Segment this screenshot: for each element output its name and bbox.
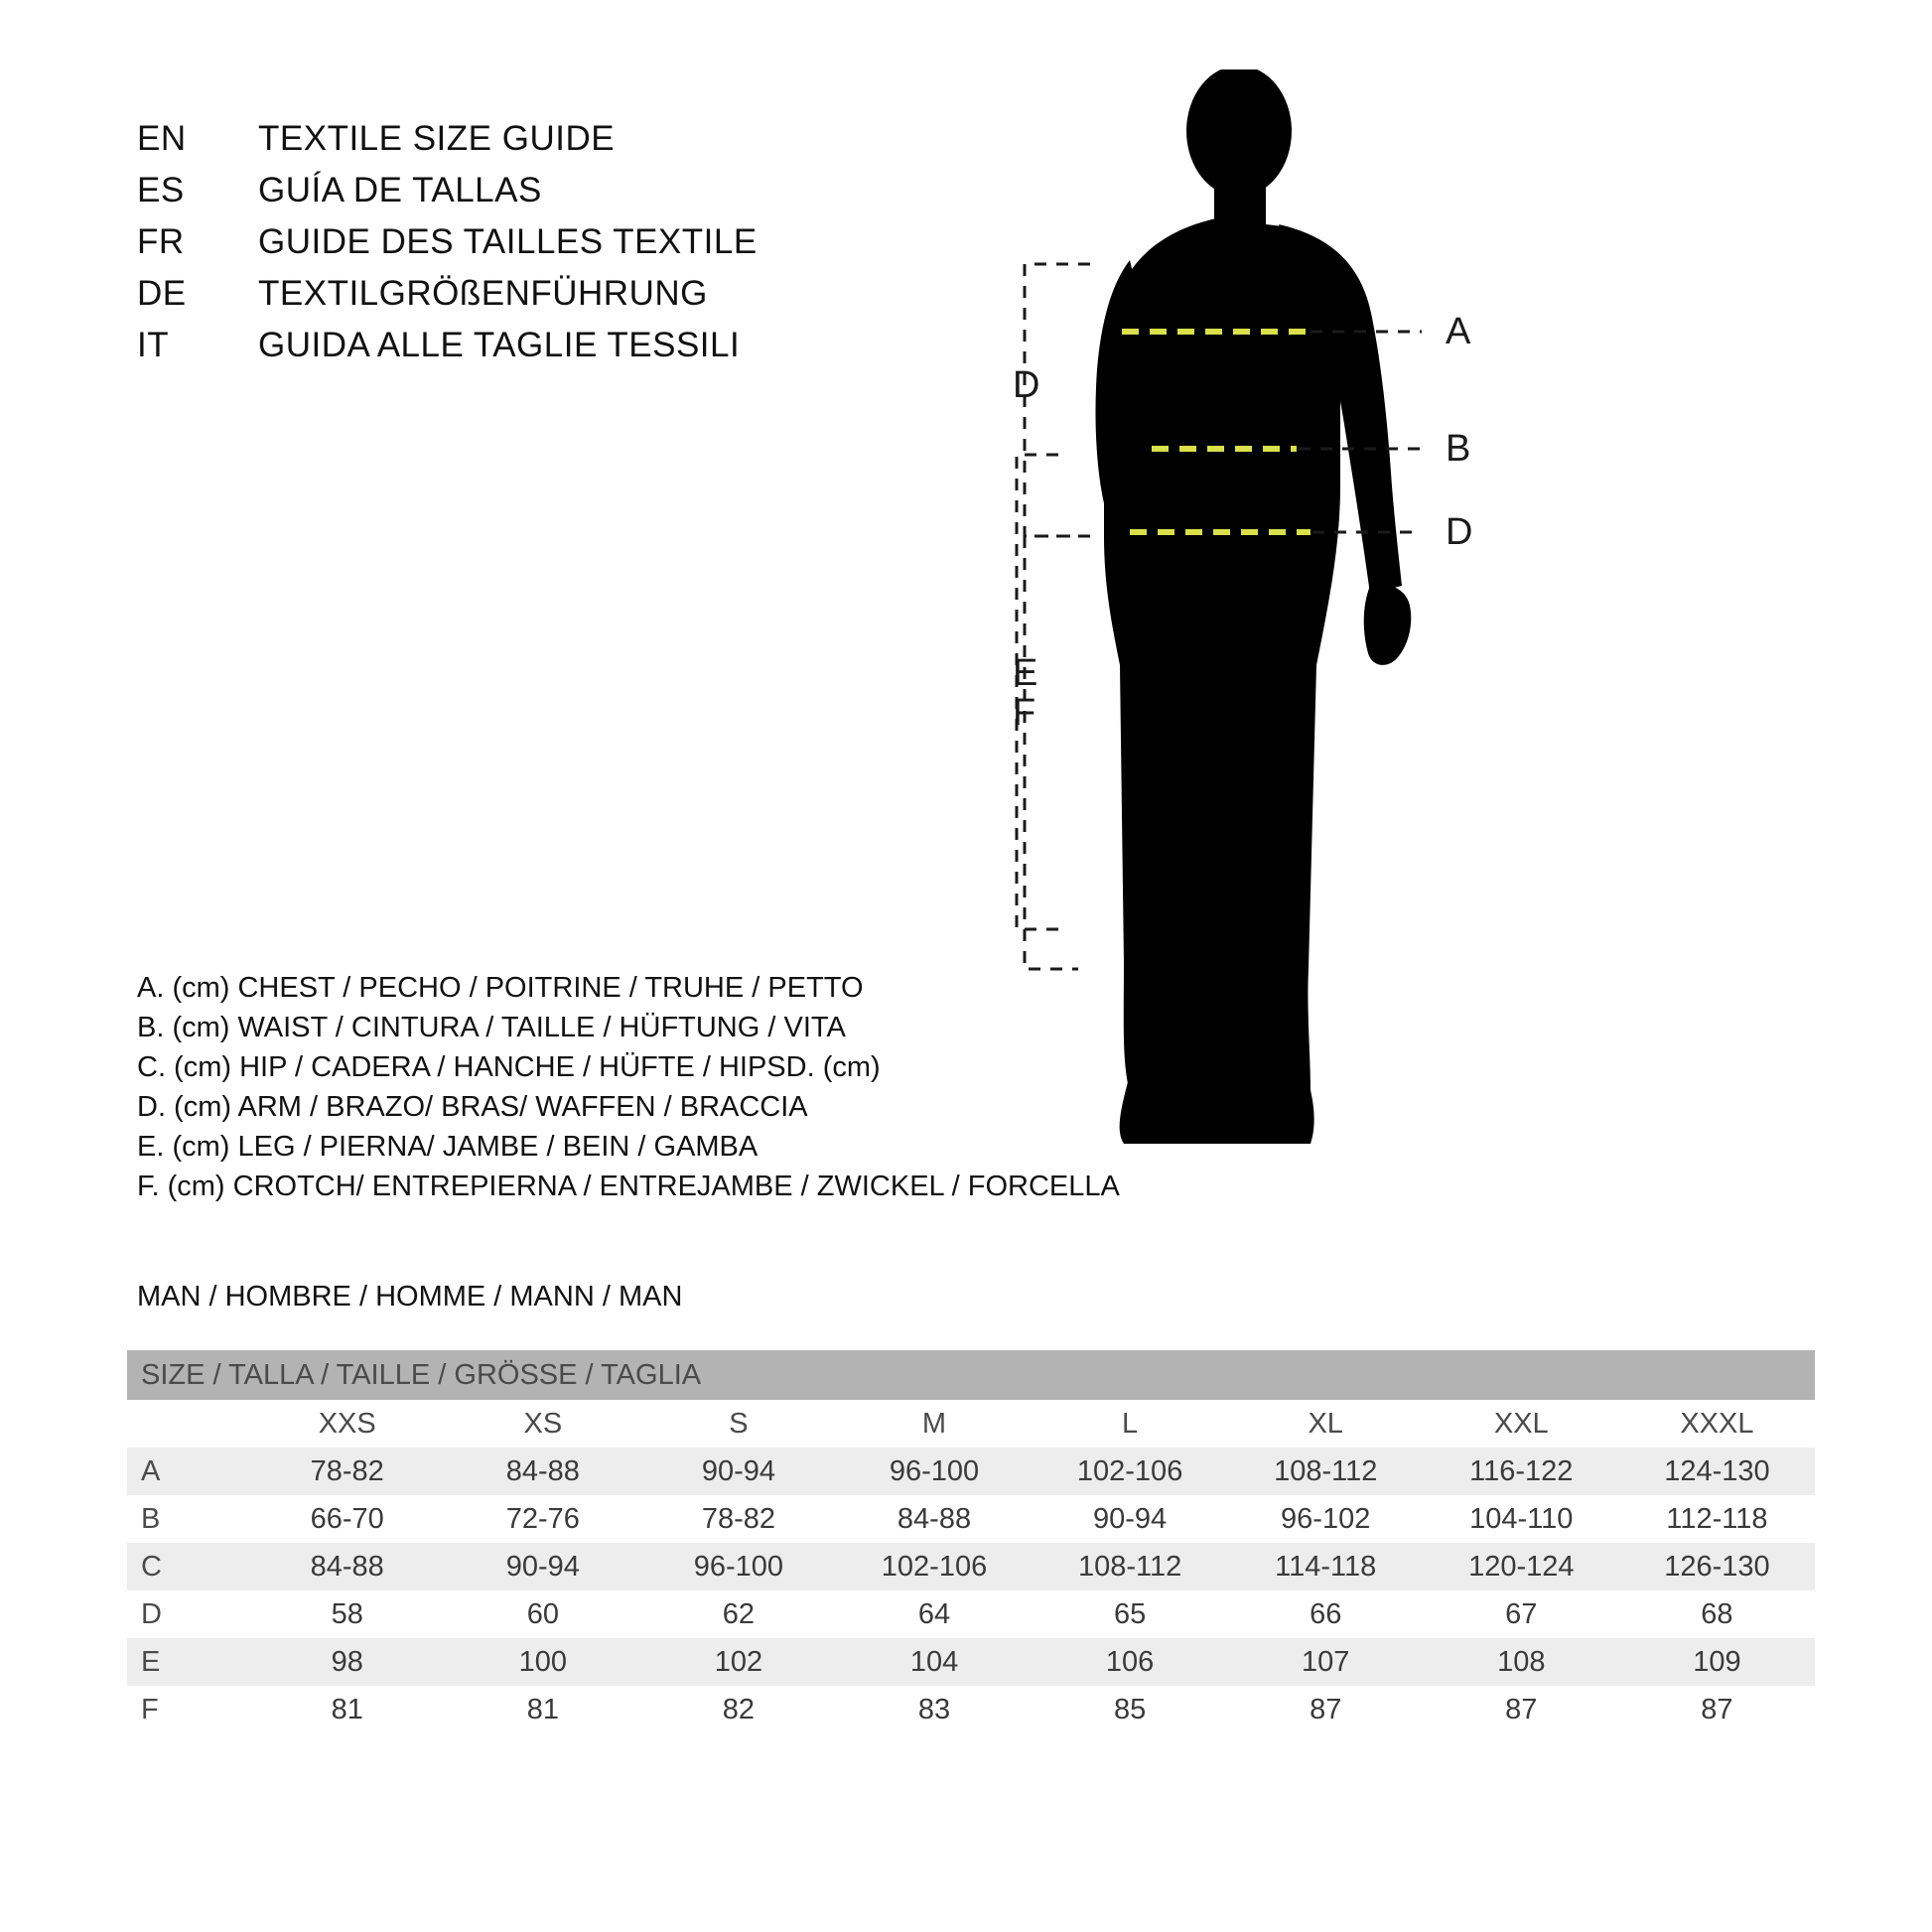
size-header-l: L: [1033, 1400, 1228, 1448]
row-label-d: D: [127, 1590, 249, 1638]
cell-b-xxl: 104-110: [1424, 1495, 1619, 1543]
cell-f-xxs: 81: [249, 1686, 445, 1733]
language-title: TEXTILE SIZE GUIDE: [258, 119, 616, 158]
legend-item-e: E. (cm) LEG / PIERNA/ JAMBE / BEIN / GAMBA: [137, 1131, 759, 1164]
table-row: [127, 1495, 1815, 1543]
cell-d-xxxl: 68: [1619, 1590, 1815, 1638]
cell-e-m: 104: [836, 1638, 1032, 1686]
language-title: GUIDA ALLE TAGLIE TESSILI: [258, 326, 741, 364]
marker-label-c: D: [1446, 511, 1473, 553]
language-row: [137, 274, 892, 326]
cell-b-xxxl: 112-118: [1619, 1495, 1815, 1543]
cell-d-m: 64: [836, 1590, 1032, 1638]
legend-item-c: C. (cm) HIP / CADERA / HANCHE / HÜFTE / HIPSD. (cm): [137, 1051, 881, 1084]
cell-b-l: 90-94: [1033, 1495, 1228, 1543]
language-row: [137, 326, 892, 377]
cell-a-xxs: 78-82: [249, 1448, 445, 1495]
marker-label-d: D: [1013, 364, 1040, 406]
language-code: FR: [137, 222, 185, 261]
cell-c-m: 102-106: [836, 1543, 1032, 1590]
cell-f-xs: 81: [445, 1686, 640, 1733]
size-header-xxl: XXL: [1424, 1400, 1619, 1448]
cell-f-s: 82: [640, 1686, 836, 1733]
cell-b-xs: 72-76: [445, 1495, 640, 1543]
body-measurement-diagram: [1013, 69, 1876, 1241]
cell-e-xs: 100: [445, 1638, 640, 1686]
marker-label-a: A: [1446, 311, 1471, 352]
cell-e-xl: 107: [1228, 1638, 1424, 1686]
cell-d-xl: 66: [1228, 1590, 1424, 1638]
cell-f-l: 85: [1033, 1686, 1228, 1733]
cell-a-xxl: 116-122: [1424, 1448, 1619, 1495]
language-title: GUIDE DES TAILLES TEXTILE: [258, 222, 758, 261]
cell-a-xl: 108-112: [1228, 1448, 1424, 1495]
marker-label-f: F: [1013, 692, 1036, 734]
size-header-s: S: [640, 1400, 836, 1448]
language-code: DE: [137, 274, 187, 313]
cell-b-xl: 96-102: [1228, 1495, 1424, 1543]
table-row: [127, 1590, 1815, 1638]
cell-a-s: 90-94: [640, 1448, 836, 1495]
legend-item-d: D. (cm) ARM / BRAZO/ BRAS/ WAFFEN / BRACCIA: [137, 1091, 808, 1124]
size-header-m: M: [836, 1400, 1032, 1448]
cell-a-l: 102-106: [1033, 1448, 1228, 1495]
cell-e-xxl: 108: [1424, 1638, 1619, 1686]
cell-d-xxl: 67: [1424, 1590, 1619, 1638]
table-row: [127, 1448, 1815, 1495]
legend-item-a: A. (cm) CHEST / PECHO / POITRINE / TRUHE / PETTO: [137, 972, 864, 1004]
language-row: [137, 119, 892, 171]
language-code: ES: [137, 171, 185, 209]
cell-c-xxl: 120-124: [1424, 1543, 1619, 1590]
row-label-f: F: [127, 1686, 249, 1733]
cell-f-m: 83: [836, 1686, 1032, 1733]
cell-a-m: 96-100: [836, 1448, 1032, 1495]
table-size-header-row: [127, 1400, 1815, 1448]
cell-c-l: 108-112: [1033, 1543, 1228, 1590]
language-title: GUÍA DE TALLAS: [258, 171, 542, 209]
cell-c-xxs: 84-88: [249, 1543, 445, 1590]
row-label-c: C: [127, 1543, 249, 1590]
marker-label-b: B: [1446, 428, 1471, 470]
cell-f-xl: 87: [1228, 1686, 1424, 1733]
cell-b-xxs: 66-70: [249, 1495, 445, 1543]
row-label-e: E: [127, 1638, 249, 1686]
legend-item-b: B. (cm) WAIST / CINTURA / TAILLE / HÜFTUNG / VITA: [137, 1012, 846, 1044]
size-header-xl: XL: [1228, 1400, 1424, 1448]
cell-e-xxs: 98: [249, 1638, 445, 1686]
cell-f-xxl: 87: [1424, 1686, 1619, 1733]
size-table: [127, 1350, 1815, 1733]
table-band-label: SIZE / TALLA / TAILLE / GRÖSSE / TAGLIA: [127, 1350, 1815, 1400]
table-band-header: [127, 1350, 1815, 1400]
cell-c-xl: 114-118: [1228, 1543, 1424, 1590]
table-corner-cell: [127, 1400, 249, 1448]
marker-label-e: E: [1013, 652, 1038, 694]
language-title-block: [137, 119, 892, 377]
language-row: [137, 171, 892, 222]
cell-b-s: 78-82: [640, 1495, 836, 1543]
male-silhouette-icon: [1096, 69, 1412, 1144]
language-row: [137, 222, 892, 274]
language-title: TEXTILGRÖßENFÜHRUNG: [258, 274, 708, 313]
size-header-xxxl: XXXL: [1619, 1400, 1815, 1448]
cell-a-xxxl: 124-130: [1619, 1448, 1815, 1495]
table-row: [127, 1638, 1815, 1686]
bracket-f: [1025, 536, 1090, 969]
cell-c-xs: 90-94: [445, 1543, 640, 1590]
row-label-b: B: [127, 1495, 249, 1543]
cell-e-s: 102: [640, 1638, 836, 1686]
cell-d-xxs: 58: [249, 1590, 445, 1638]
size-header-xs: XS: [445, 1400, 640, 1448]
table-row: [127, 1543, 1815, 1590]
language-code: IT: [137, 326, 170, 364]
cell-b-m: 84-88: [836, 1495, 1032, 1543]
cell-e-xxxl: 109: [1619, 1638, 1815, 1686]
size-header-xxs: XXS: [249, 1400, 445, 1448]
cell-c-xxxl: 126-130: [1619, 1543, 1815, 1590]
table-row: [127, 1686, 1815, 1733]
cell-e-l: 106: [1033, 1638, 1228, 1686]
gender-label: MAN / HOMBRE / HOMME / MANN / MAN: [137, 1281, 683, 1312]
cell-d-l: 65: [1033, 1590, 1228, 1638]
cell-d-xs: 60: [445, 1590, 640, 1638]
legend-item-f: F. (cm) CROTCH/ ENTREPIERNA / ENTREJAMBE / ZWICKEL / FORCELLA: [137, 1171, 1120, 1203]
cell-f-xxxl: 87: [1619, 1686, 1815, 1733]
row-label-a: A: [127, 1448, 249, 1495]
cell-a-xs: 84-88: [445, 1448, 640, 1495]
language-code: EN: [137, 119, 187, 158]
cell-c-s: 96-100: [640, 1543, 836, 1590]
cell-d-s: 62: [640, 1590, 836, 1638]
